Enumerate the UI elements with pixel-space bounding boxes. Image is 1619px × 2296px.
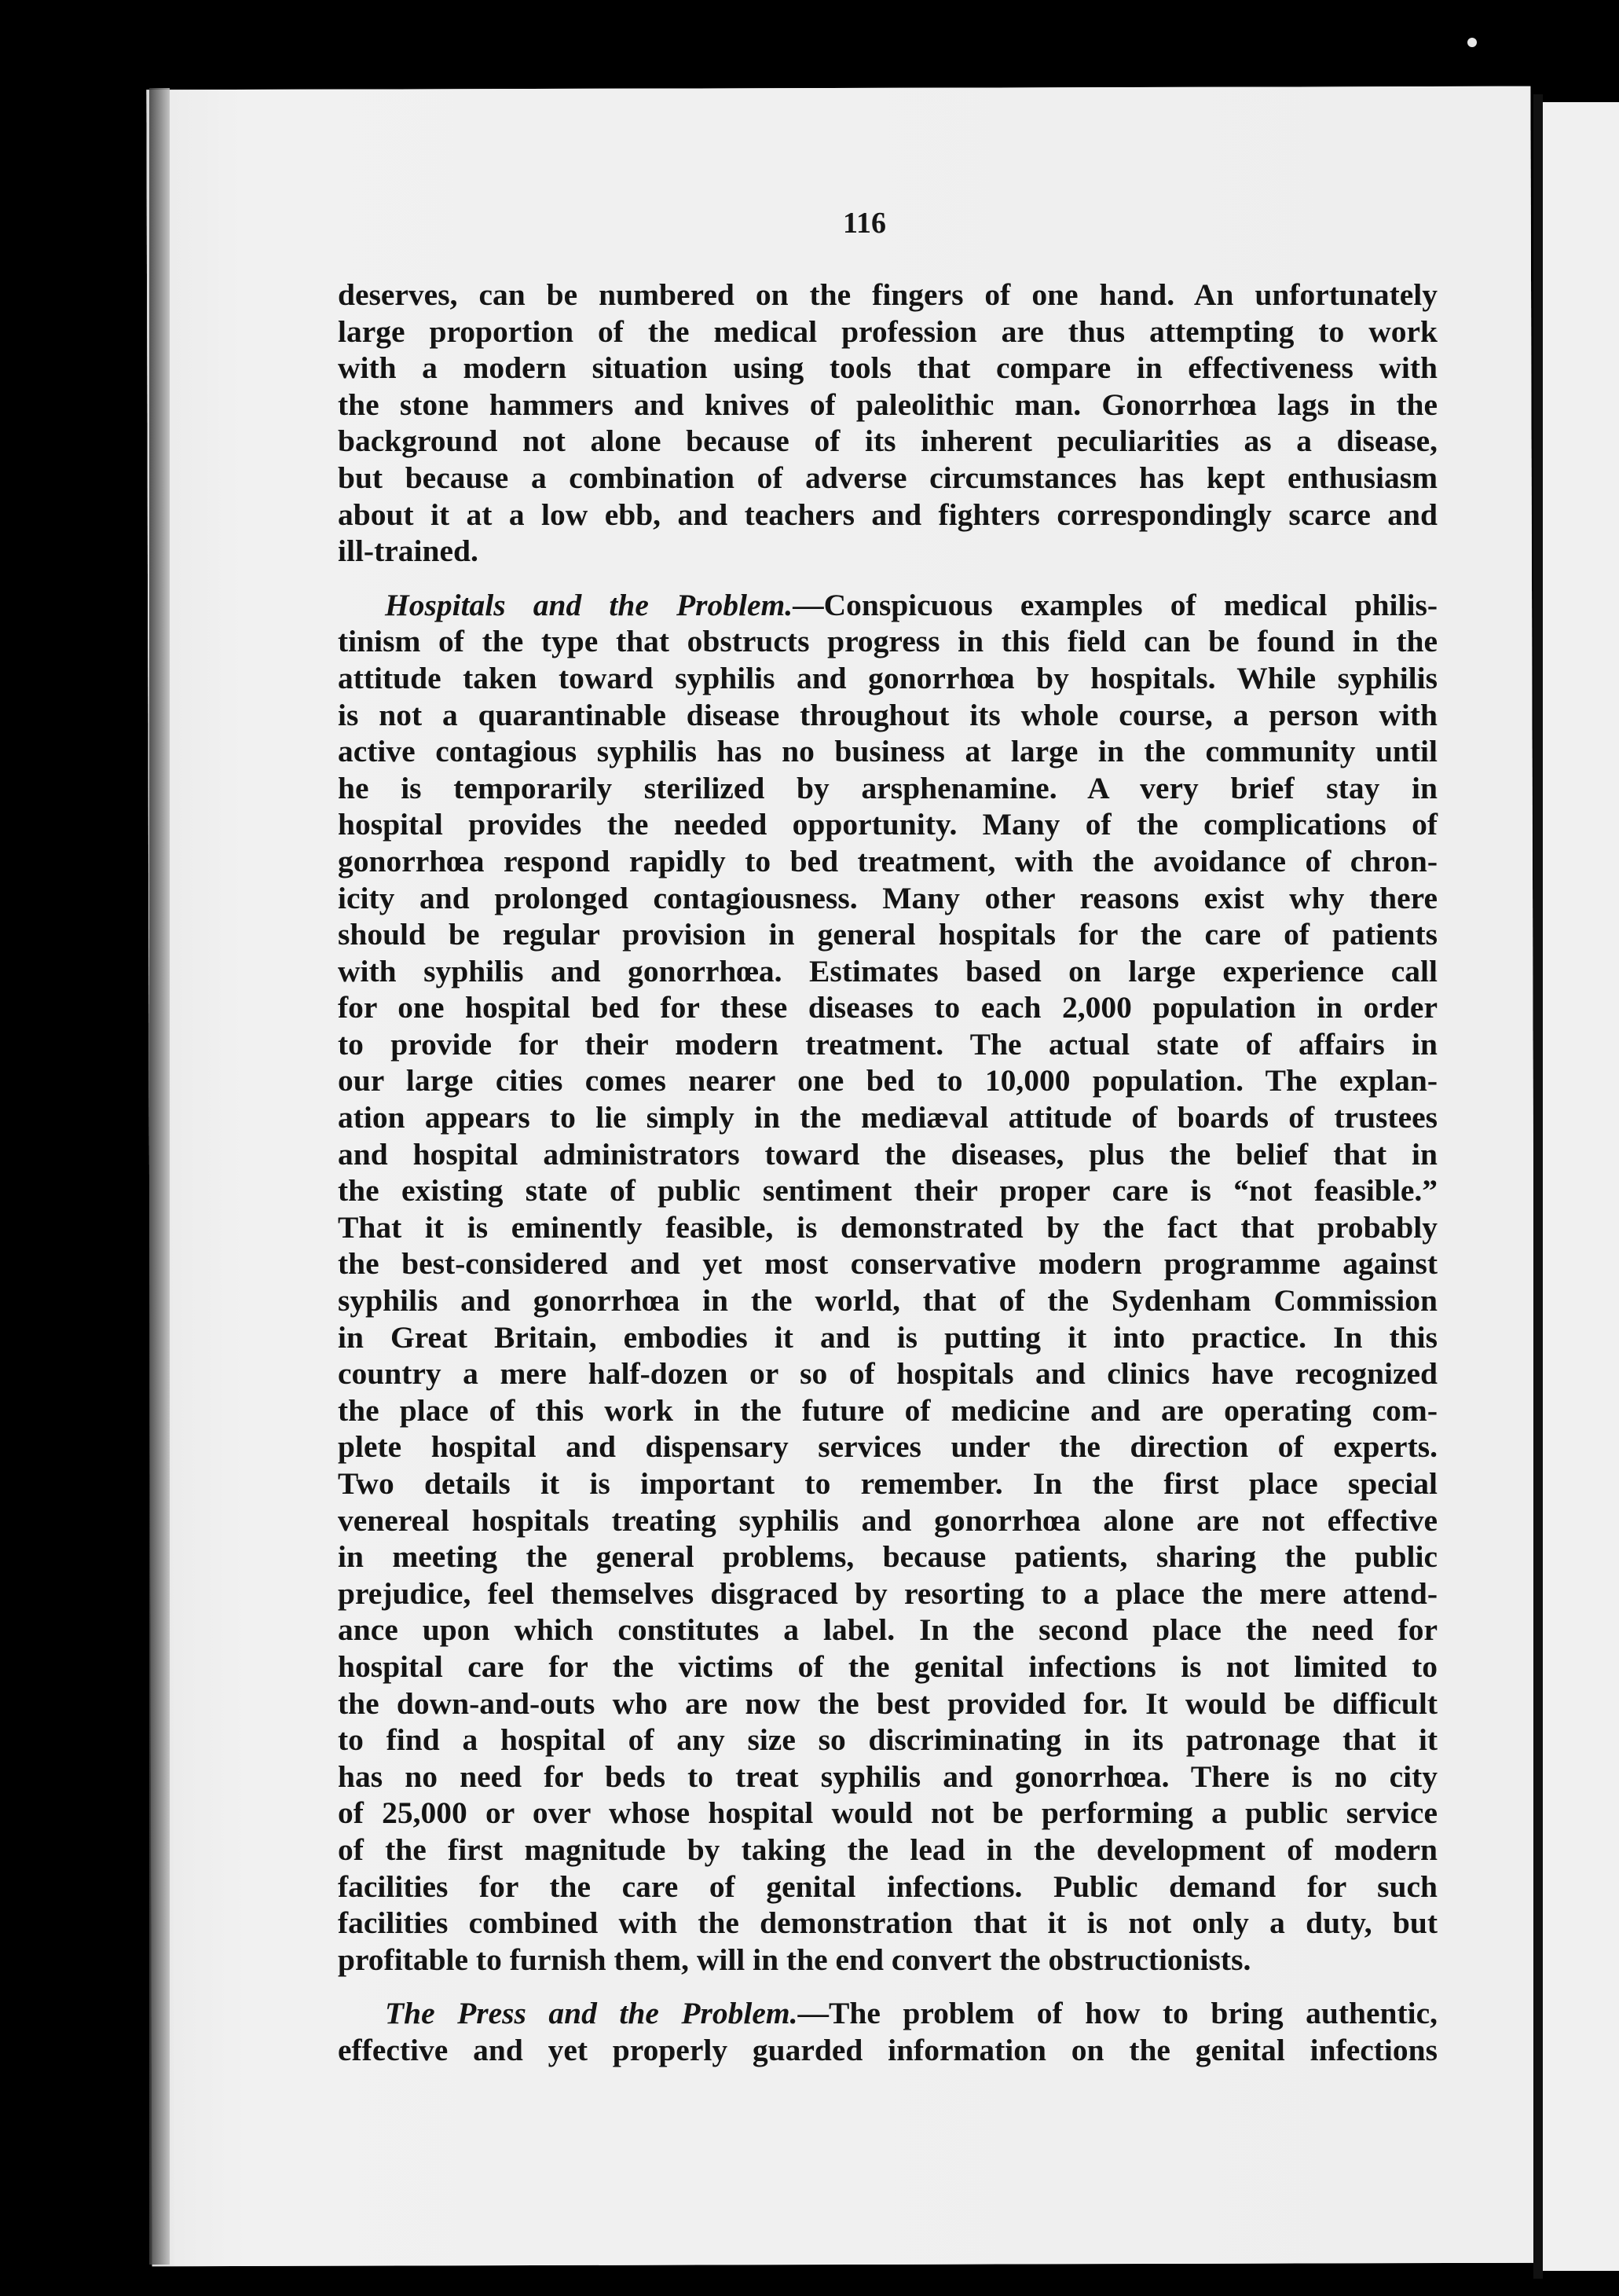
- paragraph-3: [338, 1995, 1438, 2068]
- paragraph-spacer: [338, 570, 1438, 587]
- text-line: attitude taken toward syphilis and gonorrhœa by hospitals. While syphilis: [338, 660, 1438, 695]
- text-line: active contagious syphilis has no business at large in the community until: [338, 734, 1438, 769]
- text-run: —The problem of how to bring authentic,: [797, 1996, 1438, 2031]
- text-line-with-heading: [338, 587, 1438, 624]
- text-line: the existing state of public sentiment their proper care is “not feasible.”: [338, 1173, 1438, 1209]
- facing-page-edge: [1543, 102, 1619, 2271]
- text-line: prejudice, feel themselves disgraced by resorting to a place the mere attend-: [338, 1575, 1438, 1611]
- text-line: hospital provides the needed opportunity. Many of the complications of: [338, 807, 1438, 842]
- text-line-with-heading: [338, 1995, 1438, 2032]
- text-line: to provide for their modern treatment. The actual state of affairs in: [338, 1026, 1438, 1062]
- text-line: deserves, can be numbered on the fingers of one hand. An unfortunately: [338, 277, 1438, 312]
- text-line: plete hospital and dispensary services under the direction of experts.: [338, 1429, 1438, 1465]
- text-line: in meeting the general problems, because patients, sharing the public: [338, 1539, 1438, 1575]
- text-line: in Great Britain, embodies it and is putting it into practice. In this: [338, 1319, 1438, 1355]
- page-binding-shadow: [149, 88, 170, 2265]
- text-line: for one hospital bed for these diseases to each 2,000 population in order: [338, 990, 1438, 1025]
- text-line: the down-and-outs who are now the best provided for. It would be difficult: [338, 1685, 1438, 1721]
- text-line: venereal hospitals treating syphilis and gonorrhœa alone are not effective: [338, 1502, 1438, 1538]
- scan-speck: [1467, 38, 1477, 47]
- text-line: of the first magnitude by taking the lead in the development of modern: [338, 1832, 1438, 1867]
- text-line: the place of this work in the future of medicine and are operating com-: [338, 1392, 1438, 1428]
- text-line: the stone hammers and knives of paleolithic man. Gonorrhœa lags in the: [338, 387, 1438, 422]
- text-run: —Conspicuous examples of medical philis-: [793, 587, 1438, 622]
- text-line: Two details it is important to remember. In the first place special: [338, 1466, 1438, 1501]
- text-line: should be regular provision in general hospitals for the care of patients: [338, 917, 1438, 952]
- text-line: he is temporarily sterilized by arsphenamine. A very brief stay in: [338, 770, 1438, 805]
- section-heading-hospitals: Hospitals and the Problem.: [385, 587, 793, 622]
- text-line: ation appears to lie simply in the mediæval attitude of boards of trustees: [338, 1100, 1438, 1135]
- text-line: to find a hospital of any size so discriminating in its patronage that it: [338, 1722, 1438, 1758]
- paragraph-2: [338, 587, 1438, 1979]
- text-line: That it is eminently feasible, is demonstrated by the fact that probably: [338, 1209, 1438, 1245]
- text-line: large proportion of the medical profession are thus attempting to work: [338, 314, 1438, 349]
- text-line: the best-considered and yet most conservative modern programme against: [338, 1246, 1438, 1282]
- text-line: icity and prolonged contagiousness. Many other reasons exist why there: [338, 880, 1438, 915]
- text-line: of 25,000 or over whose hospital would not be performing a public service: [338, 1795, 1438, 1831]
- body-text: [338, 277, 1438, 2069]
- text-line: facilities for the care of genital infections. Public demand for such: [338, 1869, 1438, 1904]
- text-line: about it at a low ebb, and teachers and fighters correspondingly scarce and: [338, 497, 1438, 532]
- page-number: 116: [843, 207, 886, 240]
- text-line: gonorrhœa respond rapidly to bed treatment, with the avoidance of chron-: [338, 843, 1438, 878]
- text-line: with syphilis and gonorrhœa. Estimates based on large experience call: [338, 953, 1438, 988]
- text-line: our large cities comes nearer one bed to 10,000 population. The explan-: [338, 1063, 1438, 1098]
- text-line: hospital care for the victims of the genital infections is not limited to: [338, 1649, 1438, 1684]
- text-line: tinism of the type that obstructs progress in this field can be found in the: [338, 624, 1438, 659]
- text-line: effective and yet properly guarded information on the genital infections: [338, 2032, 1438, 2067]
- text-line: background not alone because of its inherent peculiarities as a disease,: [338, 424, 1438, 459]
- paragraph-spacer: [338, 1978, 1438, 1995]
- text-line: country a mere half-dozen or so of hospitals and clinics have recognized: [338, 1356, 1438, 1392]
- text-line: syphilis and gonorrhœa in the world, that of the Sydenham Commission: [338, 1283, 1438, 1319]
- text-line: with a modern situation using tools that compare in effectiveness with: [338, 350, 1438, 386]
- text-line: but because a combination of adverse circumstances has kept enthusiasm: [338, 460, 1438, 495]
- book-gutter: [1533, 94, 1543, 2279]
- text-line: is not a quarantinable disease throughout its whole course, a person with: [338, 697, 1438, 732]
- section-heading-press: The Press and the Problem.: [385, 1996, 798, 2031]
- text-line: and hospital administrators toward the diseases, plus the belief that in: [338, 1136, 1438, 1172]
- text-line: has no need for beds to treat syphilis and gonorrhœa. There is no city: [338, 1759, 1438, 1794]
- text-line: facilities combined with the demonstration that it is not only a duty, but: [338, 1905, 1438, 1941]
- paragraph-1: [338, 277, 1438, 570]
- text-line: profitable to furnish them, will in the end convert the obstructionists.: [338, 1942, 1251, 1977]
- text-line: ance upon which constitutes a label. In the second place the need for: [338, 1612, 1438, 1648]
- text-line: ill-trained.: [338, 534, 478, 569]
